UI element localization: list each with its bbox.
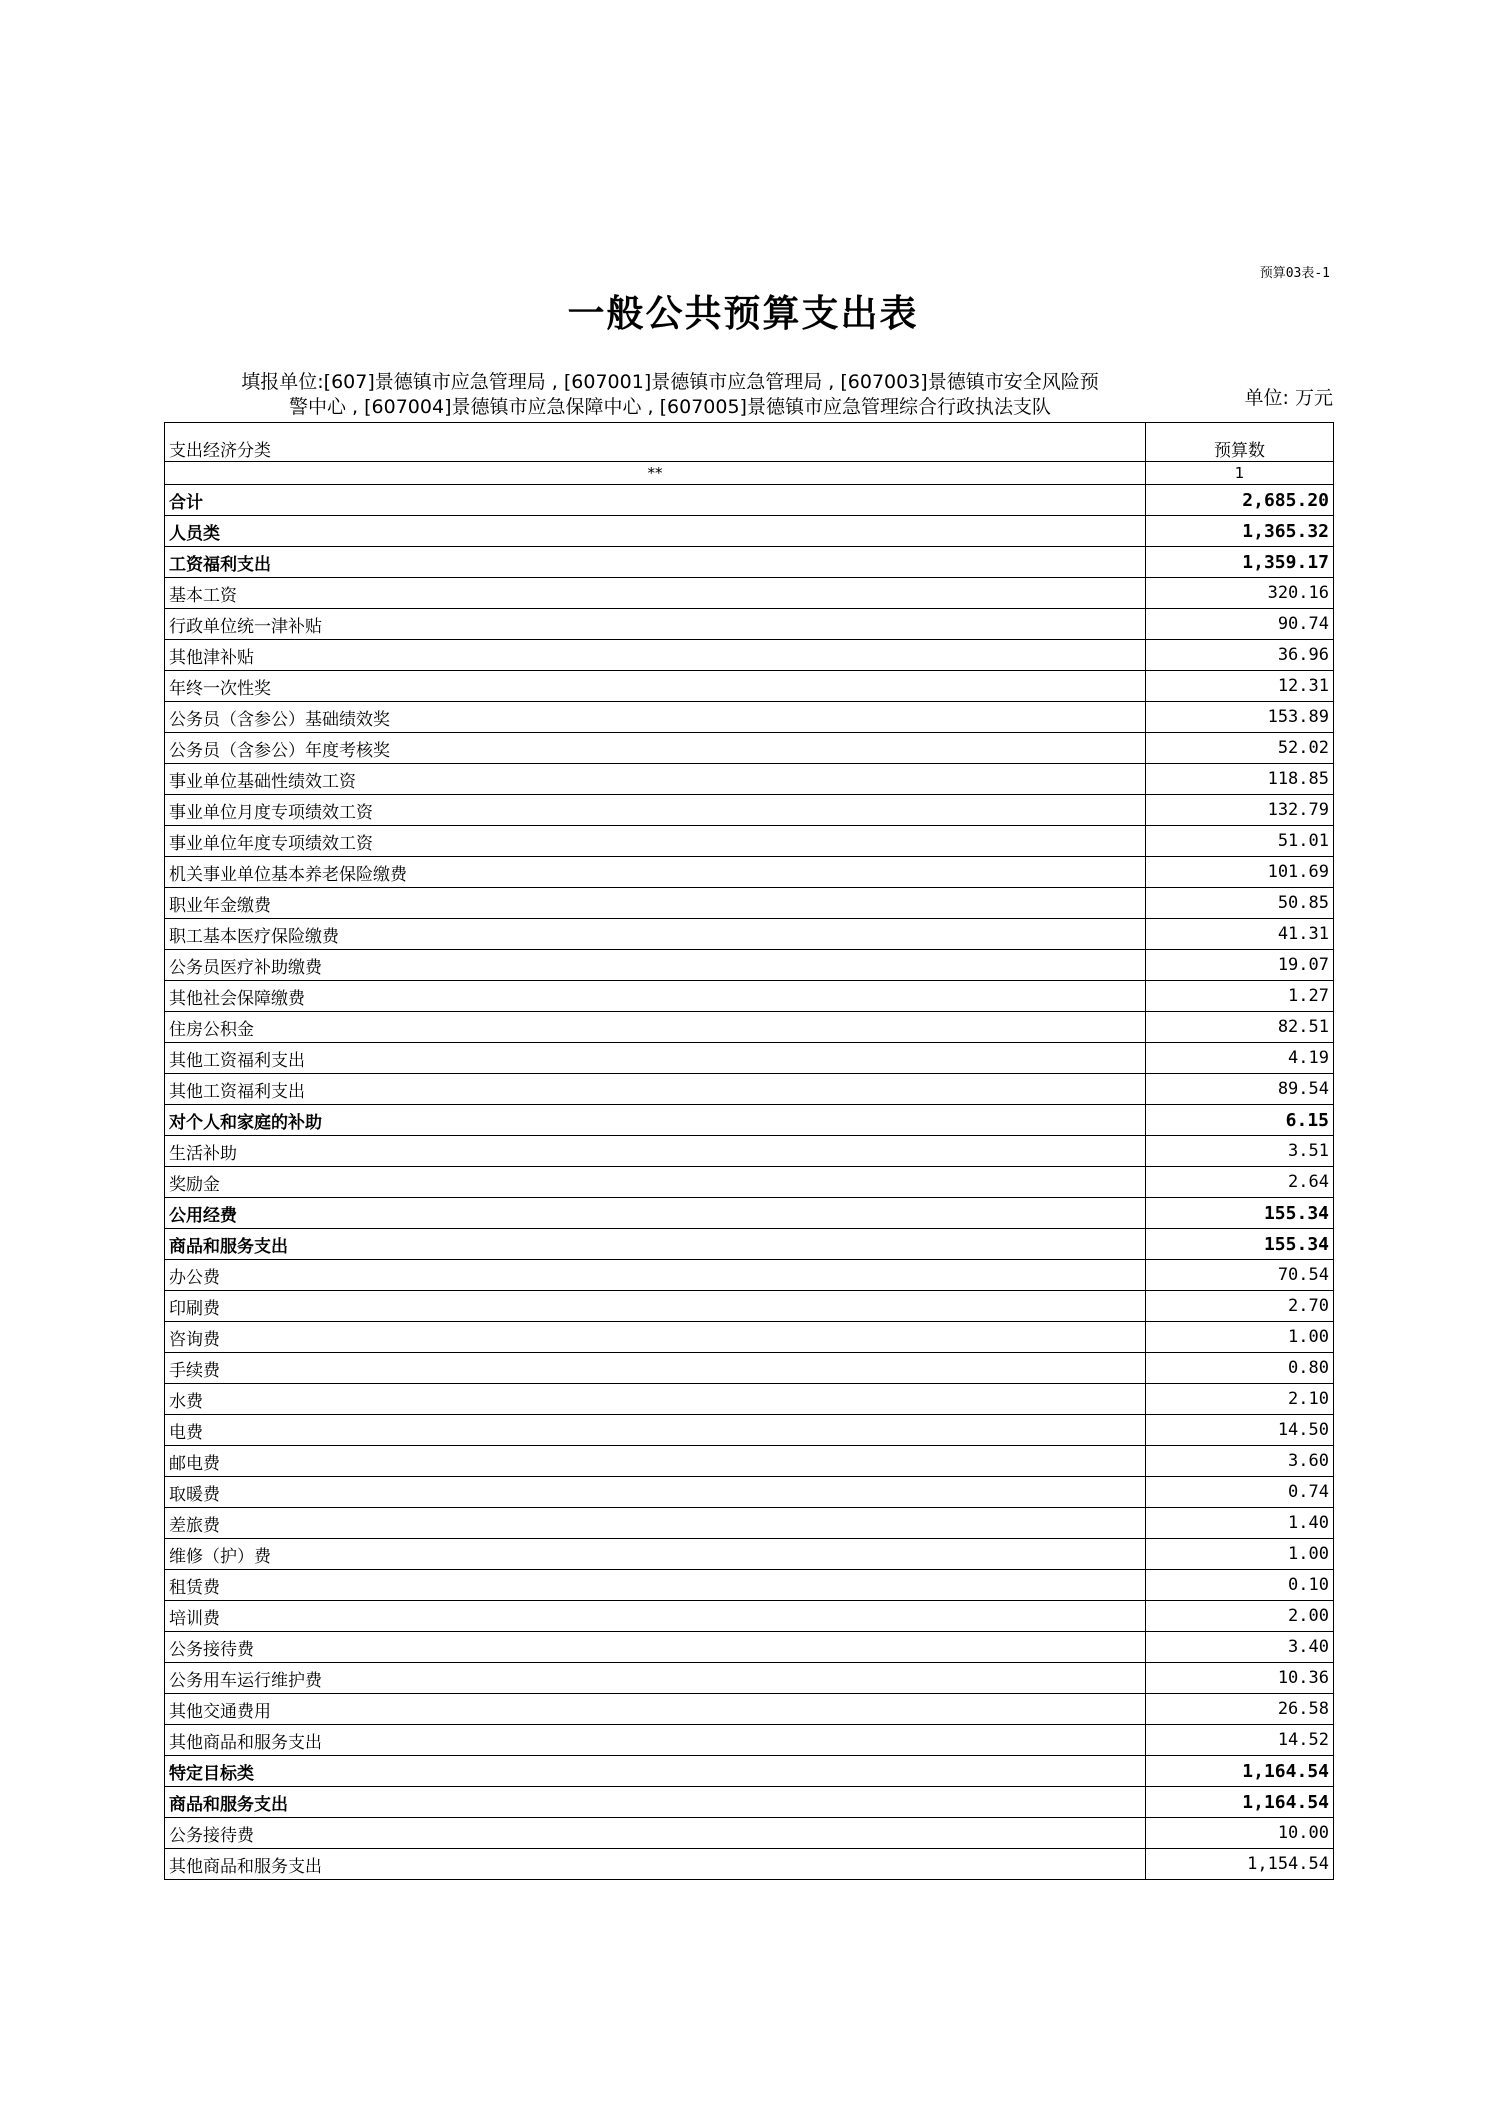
row-amount: 2.70 <box>1146 1291 1334 1322</box>
table-row <box>165 1539 1334 1570</box>
table-row <box>165 1756 1334 1787</box>
table-row <box>165 1198 1334 1229</box>
table-row <box>165 919 1334 950</box>
row-amount: 3.60 <box>1146 1446 1334 1477</box>
row-amount: 155.34 <box>1146 1198 1334 1229</box>
row-category: 奖励金 <box>165 1167 1146 1198</box>
row-category: 工资福利支出 <box>165 547 1146 578</box>
row-category: 其他商品和服务支出 <box>165 1725 1146 1756</box>
table-row <box>165 826 1334 857</box>
row-amount: 12.31 <box>1146 671 1334 702</box>
reporting-unit-line-2: 警中心 , [607004]景德镇市应急保障中心 , [607005]景德镇市应急管理综合行政执法支队 <box>289 396 1051 418</box>
table-row <box>165 1477 1334 1508</box>
row-amount: 320.16 <box>1146 578 1334 609</box>
row-category: 印刷费 <box>165 1291 1146 1322</box>
table-row <box>165 671 1334 702</box>
table-row <box>165 485 1334 516</box>
row-amount: 10.00 <box>1146 1818 1334 1849</box>
row-category: 合计 <box>165 485 1146 516</box>
table-row <box>165 888 1334 919</box>
row-amount: 3.51 <box>1146 1136 1334 1167</box>
table-row <box>165 516 1334 547</box>
row-category: 维修（护）费 <box>165 1539 1146 1570</box>
row-category: 公务接待费 <box>165 1818 1146 1849</box>
row-amount: 82.51 <box>1146 1012 1334 1043</box>
table-row <box>165 1229 1334 1260</box>
row-amount: 1.00 <box>1146 1539 1334 1570</box>
reporting-unit-line-1: 填报单位:[607]景德镇市应急管理局 , [607001]景德镇市应急管理局 , [607003]景德镇市安全风险预 <box>241 371 1099 393</box>
row-category: 事业单位月度专项绩效工资 <box>165 795 1146 826</box>
table-row <box>165 1663 1334 1694</box>
row-amount: 10.36 <box>1146 1663 1334 1694</box>
row-category: 公务员医疗补助缴费 <box>165 950 1146 981</box>
row-amount: 118.85 <box>1146 764 1334 795</box>
row-amount: 0.10 <box>1146 1570 1334 1601</box>
row-category: 邮电费 <box>165 1446 1146 1477</box>
report-header <box>164 370 1333 422</box>
table-row <box>165 702 1334 733</box>
table-row <box>165 578 1334 609</box>
row-amount: 50.85 <box>1146 888 1334 919</box>
page-title: 一般公共预算支出表 <box>567 291 919 335</box>
row-category: 电费 <box>165 1415 1146 1446</box>
row-category: 水费 <box>165 1384 1146 1415</box>
row-category: 职业年金缴费 <box>165 888 1146 919</box>
row-amount: 132.79 <box>1146 795 1334 826</box>
row-category: 对个人和家庭的补助 <box>165 1105 1146 1136</box>
row-amount: 1,164.54 <box>1146 1756 1334 1787</box>
subheader-category: ** <box>165 462 1146 485</box>
row-category: 商品和服务支出 <box>165 1229 1146 1260</box>
row-amount: 0.80 <box>1146 1353 1334 1384</box>
row-category: 其他津补贴 <box>165 640 1146 671</box>
row-amount: 51.01 <box>1146 826 1334 857</box>
table-row <box>165 1167 1334 1198</box>
row-category: 其他商品和服务支出 <box>165 1849 1146 1880</box>
table-subheader-row <box>165 462 1334 485</box>
row-category: 住房公积金 <box>165 1012 1146 1043</box>
row-category: 年终一次性奖 <box>165 671 1146 702</box>
table-header-row <box>165 423 1334 462</box>
row-category: 租赁费 <box>165 1570 1146 1601</box>
row-amount: 3.40 <box>1146 1632 1334 1663</box>
currency-unit: 单位: 万元 <box>1244 387 1333 409</box>
row-amount: 19.07 <box>1146 950 1334 981</box>
row-amount: 6.15 <box>1146 1105 1334 1136</box>
table-row <box>165 1322 1334 1353</box>
row-category: 商品和服务支出 <box>165 1787 1146 1818</box>
row-category: 公务员（含参公）基础绩效奖 <box>165 702 1146 733</box>
row-amount: 2.00 <box>1146 1601 1334 1632</box>
budget-table-body <box>165 423 1334 1880</box>
table-row <box>165 547 1334 578</box>
row-amount: 70.54 <box>1146 1260 1334 1291</box>
row-amount: 1.27 <box>1146 981 1334 1012</box>
table-row <box>165 764 1334 795</box>
table-row <box>165 1818 1334 1849</box>
table-row <box>165 1012 1334 1043</box>
reporting-unit <box>170 370 1170 420</box>
row-category: 公务用车运行维护费 <box>165 1663 1146 1694</box>
row-category: 取暖费 <box>165 1477 1146 1508</box>
table-row <box>165 1291 1334 1322</box>
row-amount: 41.31 <box>1146 919 1334 950</box>
table-row <box>165 1632 1334 1663</box>
row-category: 特定目标类 <box>165 1756 1146 1787</box>
row-category: 职工基本医疗保险缴费 <box>165 919 1146 950</box>
row-amount: 0.74 <box>1146 1477 1334 1508</box>
row-amount: 1,365.32 <box>1146 516 1334 547</box>
row-category: 手续费 <box>165 1353 1146 1384</box>
table-row <box>165 1787 1334 1818</box>
row-amount: 1,359.17 <box>1146 547 1334 578</box>
row-category: 机关事业单位基本养老保险缴费 <box>165 857 1146 888</box>
header-category: 支出经济分类 <box>165 423 1146 462</box>
row-amount: 101.69 <box>1146 857 1334 888</box>
table-row <box>165 857 1334 888</box>
row-category: 咨询费 <box>165 1322 1146 1353</box>
table-row <box>165 733 1334 764</box>
table-row <box>165 1694 1334 1725</box>
row-category: 差旅费 <box>165 1508 1146 1539</box>
row-amount: 2,685.20 <box>1146 485 1334 516</box>
table-row <box>165 1260 1334 1291</box>
row-category: 培训费 <box>165 1601 1146 1632</box>
table-row <box>165 1508 1334 1539</box>
table-row <box>165 1384 1334 1415</box>
row-amount: 1.00 <box>1146 1322 1334 1353</box>
row-category: 事业单位年度专项绩效工资 <box>165 826 1146 857</box>
row-category: 人员类 <box>165 516 1146 547</box>
row-amount: 155.34 <box>1146 1229 1334 1260</box>
table-row <box>165 1043 1334 1074</box>
row-category: 基本工资 <box>165 578 1146 609</box>
row-category: 其他社会保障缴费 <box>165 981 1146 1012</box>
row-category: 其他交通费用 <box>165 1694 1146 1725</box>
row-amount: 153.89 <box>1146 702 1334 733</box>
table-row <box>165 981 1334 1012</box>
row-amount: 14.50 <box>1146 1415 1334 1446</box>
table-row <box>165 795 1334 826</box>
row-category: 生活补助 <box>165 1136 1146 1167</box>
row-category: 其他工资福利支出 <box>165 1074 1146 1105</box>
table-row <box>165 1446 1334 1477</box>
row-category: 公务员（含参公）年度考核奖 <box>165 733 1146 764</box>
table-row <box>165 1136 1334 1167</box>
subheader-amount: 1 <box>1146 462 1334 485</box>
row-amount: 52.02 <box>1146 733 1334 764</box>
table-row <box>165 640 1334 671</box>
table-row <box>165 1601 1334 1632</box>
row-amount: 4.19 <box>1146 1043 1334 1074</box>
row-amount: 2.10 <box>1146 1384 1334 1415</box>
row-amount: 14.52 <box>1146 1725 1334 1756</box>
row-amount: 1.40 <box>1146 1508 1334 1539</box>
table-row <box>165 1725 1334 1756</box>
form-code: 预算03表-1 <box>1259 266 1330 281</box>
row-amount: 2.64 <box>1146 1167 1334 1198</box>
table-row <box>165 609 1334 640</box>
table-row <box>165 1415 1334 1446</box>
header-amount: 预算数 <box>1146 423 1334 462</box>
row-amount: 26.58 <box>1146 1694 1334 1725</box>
row-category: 行政单位统一津补贴 <box>165 609 1146 640</box>
budget-table <box>164 422 1334 1880</box>
row-amount: 89.54 <box>1146 1074 1334 1105</box>
row-category: 公务接待费 <box>165 1632 1146 1663</box>
row-category: 其他工资福利支出 <box>165 1043 1146 1074</box>
row-amount: 36.96 <box>1146 640 1334 671</box>
row-amount: 1,164.54 <box>1146 1787 1334 1818</box>
table-row <box>165 1353 1334 1384</box>
row-amount: 1,154.54 <box>1146 1849 1334 1880</box>
row-category: 事业单位基础性绩效工资 <box>165 764 1146 795</box>
row-category: 办公费 <box>165 1260 1146 1291</box>
row-amount: 90.74 <box>1146 609 1334 640</box>
table-row <box>165 950 1334 981</box>
row-category: 公用经费 <box>165 1198 1146 1229</box>
table-row <box>165 1074 1334 1105</box>
table-row <box>165 1849 1334 1880</box>
table-row <box>165 1570 1334 1601</box>
table-row <box>165 1105 1334 1136</box>
